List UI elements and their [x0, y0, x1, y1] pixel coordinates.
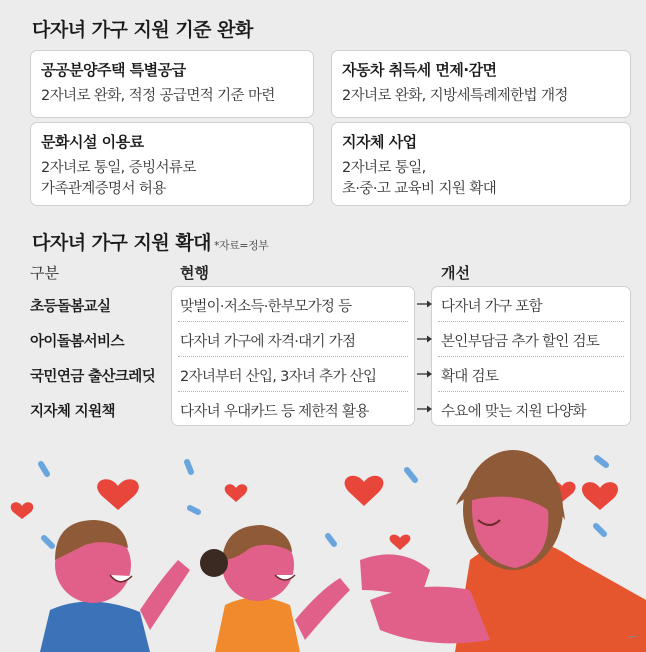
card-public-housing — [30, 50, 314, 118]
improve-cell: 다자녀 가구 포함 — [441, 299, 542, 315]
current-cell: 다자녀 가구에 자격·대기 가점 — [180, 334, 356, 350]
row-label: 국민연금 출산크레딧 — [30, 369, 156, 385]
card-title: 자동차 취득세 면제·감면 — [342, 61, 497, 79]
card-body: 2자녀로 통일, 증빙서류로 가족관계증명서 허용 — [41, 160, 196, 197]
section-title-relax: 다자녀 가구 지원 기준 완화 — [32, 19, 253, 41]
improve-cell: 본인부담금 추가 할인 검토 — [441, 334, 600, 350]
row-divider — [438, 391, 624, 392]
header-improve: 개선 — [441, 264, 470, 282]
row-label: 지자체 지원책 — [30, 404, 115, 420]
card-body: 2자녀로 완화, 적정 공급면적 기준 마련 — [41, 88, 275, 104]
row-divider — [438, 356, 624, 357]
expand-title: 다자녀 가구 지원 확대 — [32, 232, 212, 254]
current-cell: 다자녀 우대카드 등 제한적 활용 — [180, 404, 369, 420]
header-category: 구분 — [30, 264, 59, 282]
current-cell: 2자녀부터 산입, 3자녀 추가 산입 — [180, 369, 377, 385]
arrow-right-icon — [417, 371, 432, 378]
section-title-expand — [32, 228, 268, 255]
boy-figure — [40, 520, 190, 652]
row-divider — [178, 391, 408, 392]
card-local-gov — [331, 122, 631, 206]
source-note: *자료=정부 — [214, 239, 269, 252]
family-illustration — [0, 440, 646, 652]
arrow-right-icon — [417, 406, 432, 413]
row-label: 아이돌봄서비스 — [30, 334, 124, 350]
improve-cell: 수요에 맞는 지원 다양화 — [441, 404, 586, 420]
row-divider — [178, 356, 408, 357]
card-car-tax — [331, 50, 631, 118]
mother-figure — [360, 450, 646, 652]
improve-cell: 확대 검토 — [441, 369, 499, 385]
arrow-right-icon — [417, 336, 432, 343]
card-title: 공공분양주택 특별공급 — [41, 61, 186, 79]
row-label: 초등돌봄교실 — [30, 299, 111, 315]
row-divider — [438, 321, 624, 322]
card-body: 2자녀로 통일, 초·중·고 교육비 지원 확대 — [342, 160, 497, 197]
corner-mark: ⌐ — [628, 630, 639, 644]
card-title: 지자체 사업 — [342, 133, 417, 151]
header-current: 현행 — [180, 264, 209, 282]
row-divider — [178, 321, 408, 322]
card-title: 문화시설 이용료 — [41, 133, 144, 151]
arrow-icons — [413, 296, 433, 416]
arrow-right-icon — [417, 301, 432, 308]
card-culture-fee — [30, 122, 314, 206]
card-body: 2자녀로 완화, 지방세특례제한법 개정 — [342, 88, 568, 104]
current-cell: 맞벌이·저소득·한부모가정 등 — [180, 299, 352, 315]
girl-figure — [200, 525, 350, 652]
